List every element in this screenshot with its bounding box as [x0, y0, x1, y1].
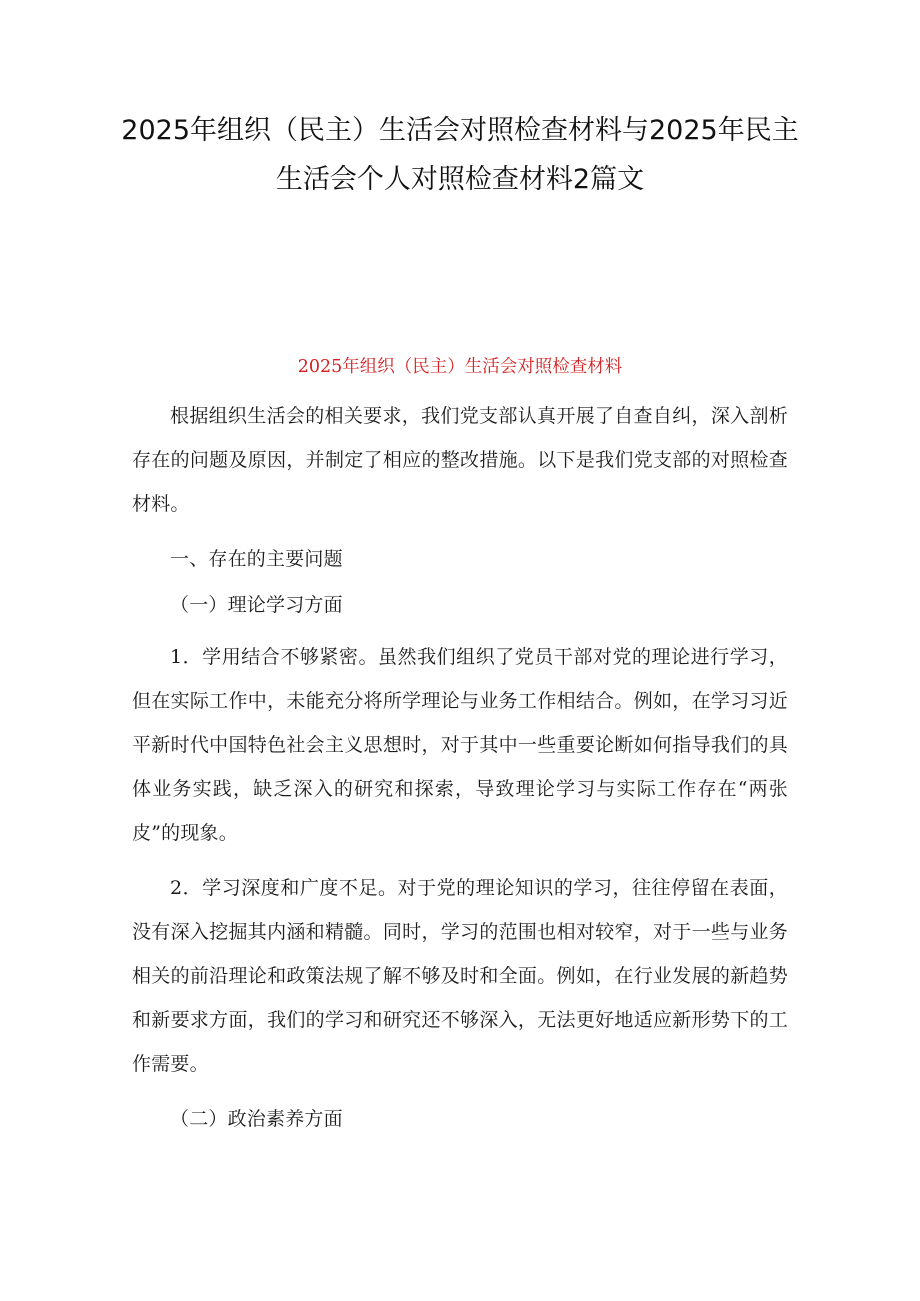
intro-paragraph: 根据组织生活会的相关要求，我们党支部认真开展了自查自纠，深入剖析存在的问题及原因，并制定了相应的整改措施。以下是我们党支部的对照检查材料。	[132, 405, 788, 515]
subheading-theory-study: （一）理论学习方面	[170, 594, 343, 616]
heading-main-problems: 一、存在的主要问题	[170, 548, 343, 570]
item-paragraph-1: 1．学用结合不够紧密。虽然我们组织了党员干部对党的理论进行学习，但在实际工作中，未能充分将所学理论与业务工作相结合。例如，在学习习近平新时代中国特色社会主义思想时，对于其中一些重要论断如何指导我们的具体业务实践，缺乏深入的研究和探索，导致理论学习与实际工作存在“两张皮”的现象。	[132, 646, 788, 844]
item-paragraph-2: 2．学习深度和广度不足。对于党的理论知识的学习，往往停留在表面，没有深入挖掘其内涵和精髓。同时，学习的范围也相对较窄，对于一些与业务相关的前沿理论和政策法规了解不够及时和全面。例如，在行业发展的新趋势和新要求方面，我们的学习和研究还不够深入，无法更好地适应新形势下的工作需要。	[132, 877, 788, 1075]
subheading-political-literacy: （二）政治素养方面	[170, 1108, 343, 1130]
document-body	[132, 352, 788, 1143]
document-title: 2025年组织（民主）生活会对照检查材料与2025年民主生活会个人对照检查材料2篇文	[121, 115, 799, 195]
section-title: 2025年组织（民主）生活会对照检查材料	[297, 357, 623, 377]
